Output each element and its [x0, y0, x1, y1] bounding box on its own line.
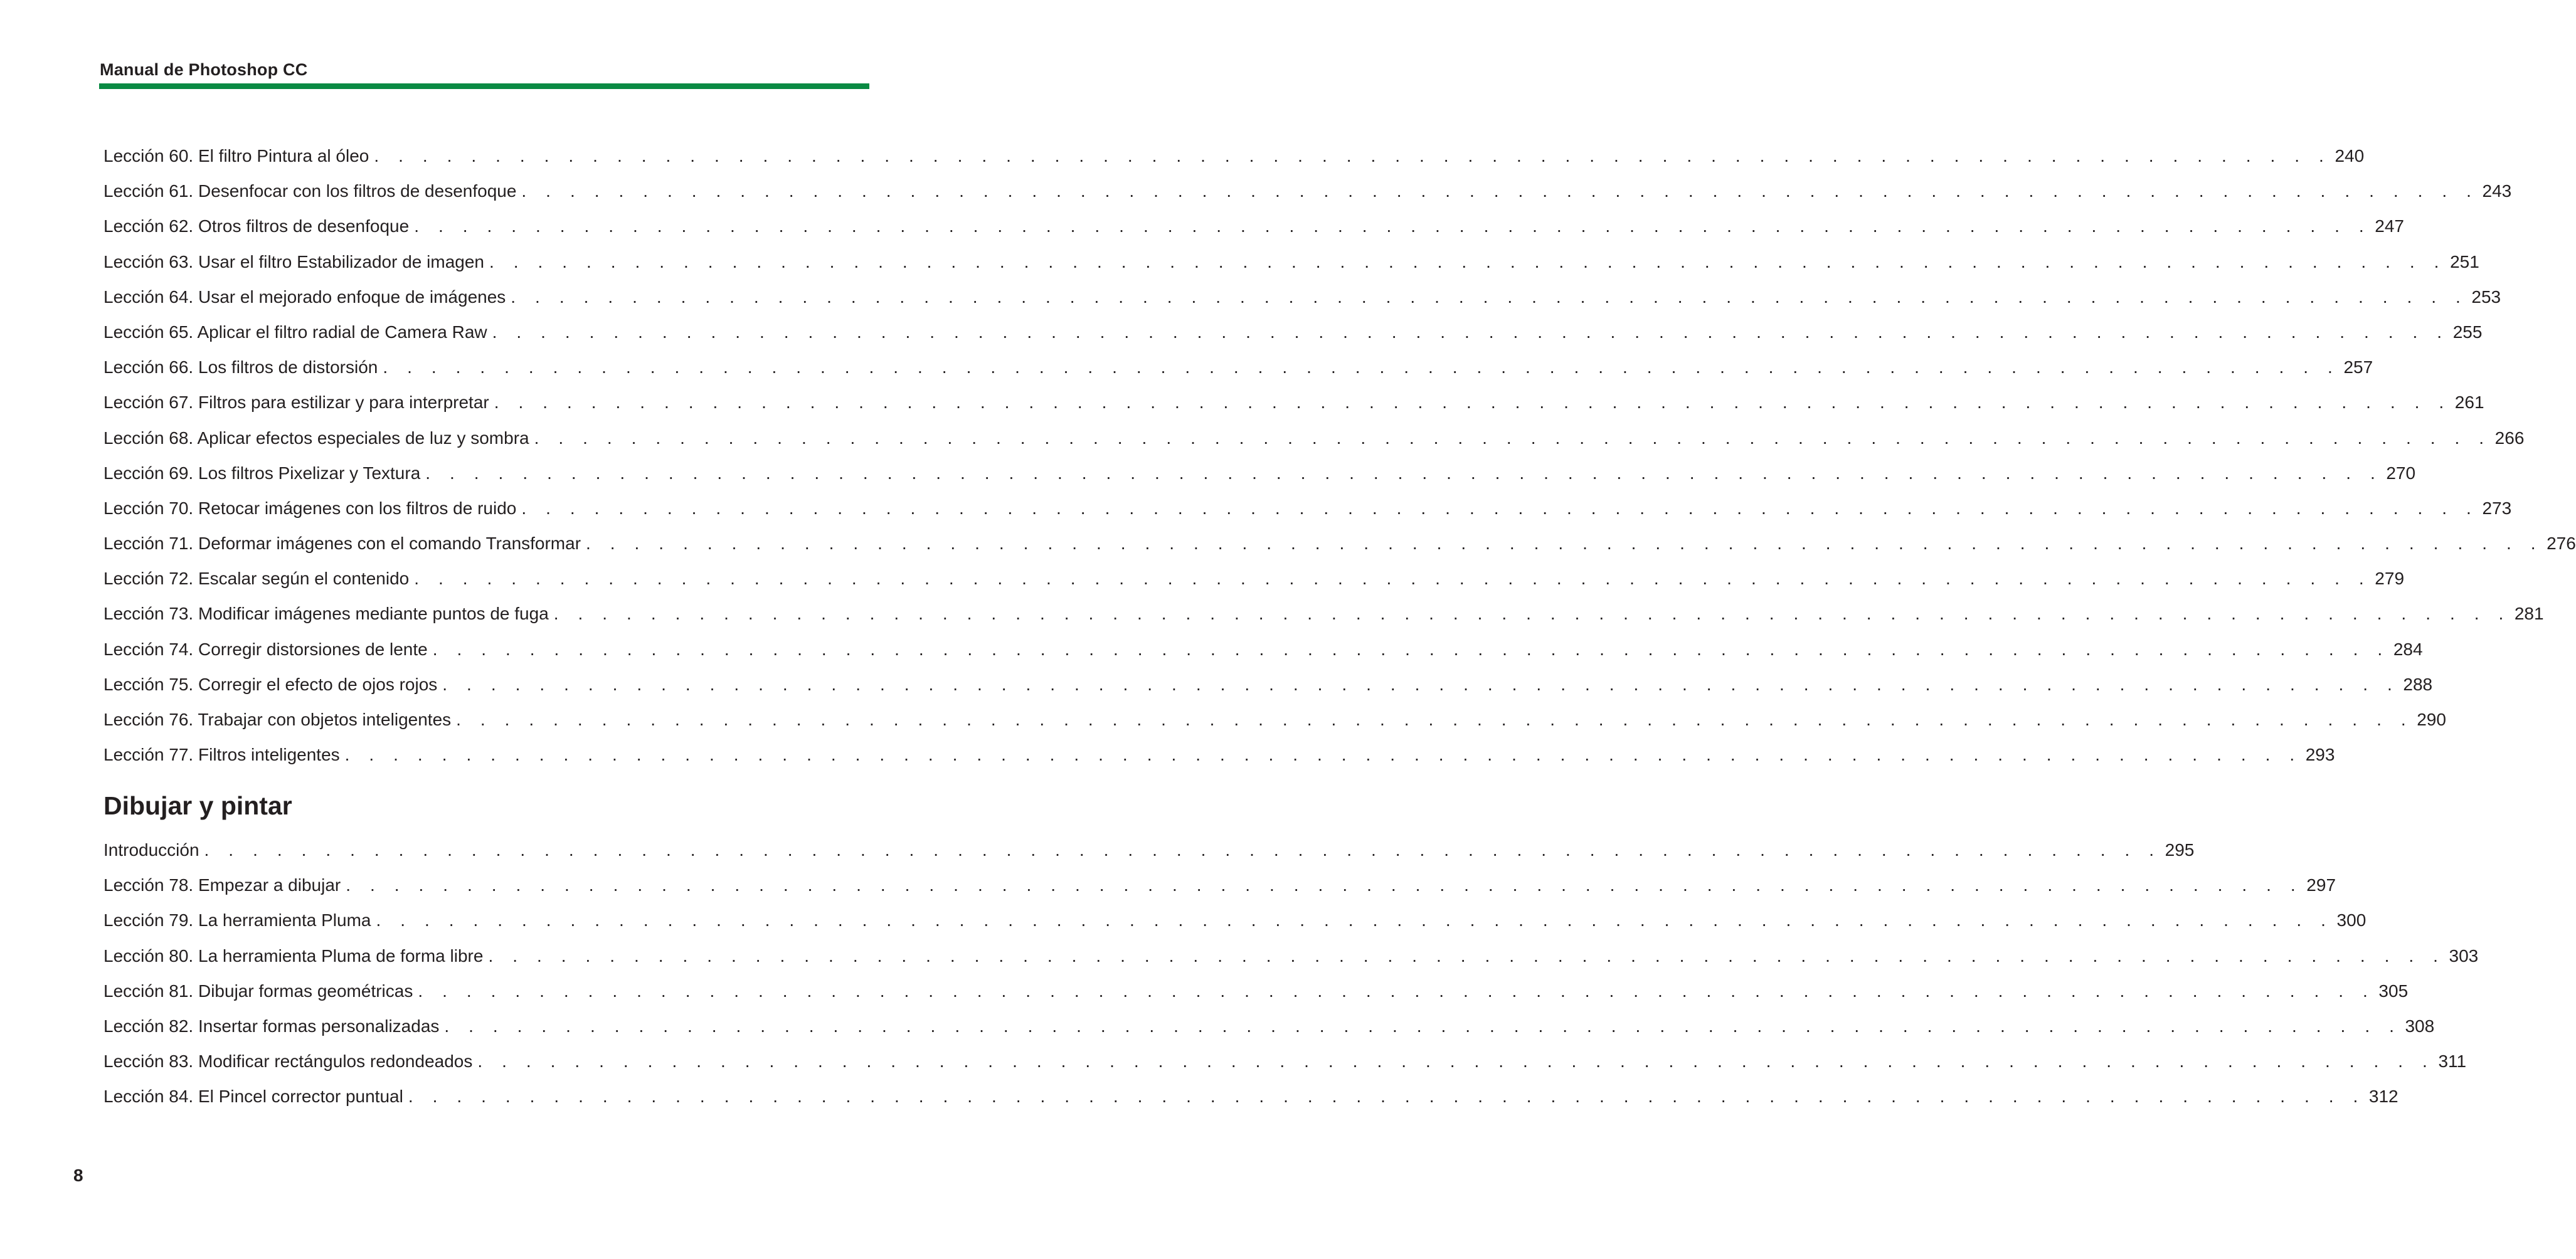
toc-entry-title: Lección 64. Usar el mejorado enfoque de imágenes	[103, 287, 506, 307]
toc-entry-page: 308	[2405, 1016, 2435, 1036]
toc-entry-page: 251	[2450, 251, 2479, 271]
toc-leader-dots: . . . . . . . . . . . . . . . . . . . . . . . . . . . . . . . . . . . . . . . . . . . . . . . . . . . . . . . . . . . . . . . . . . . . . . . . . . . . . . . . .	[414, 216, 2372, 236]
toc-leader-dots: . . . . . . . . . . . . . . . . . . . . . . . . . . . . . . . . . . . . . . . . . . . . . . . . . . . . . . . . . . . . . . . . . . . . . . . . . . . . . . . . .	[442, 674, 2400, 694]
toc-entry-title: Lección 72. Escalar según el contenido	[103, 569, 410, 589]
toc-leader-dots: . . . . . . . . . . . . . . . . . . . . . . . . . . . . . . . . . . . . . . . . . . . . . . . . . . . . . . . . . . . . . . . . . . . . . . . . . . . . . . . . .	[414, 569, 2372, 589]
toc-entry	[103, 1044, 2467, 1079]
toc-leader-dots: . . . . . . . . . . . . . . . . . . . . . . . . . . . . . . . . . . . . . . . . . . . . . . . . . . . . . . . . . . . . . . . . . . . . . . . . . . . . . . . . .	[374, 146, 2331, 166]
toc-leader-dots: . . . . . . . . . . . . . . . . . . . . . . . . . . . . . . . . . . . . . . . . . . . . . . . . . . . . . . . . . . . . . . . . . . . . . . . . . . . . . . . . .	[383, 357, 2340, 377]
toc-entry	[103, 174, 2512, 209]
toc-entry-title: Lección 62. Otros filtros de desenfoque	[103, 216, 410, 236]
toc-entry-page: 255	[2452, 322, 2483, 342]
toc-leader-dots: . . . . . . . . . . . . . . . . . . . . . . . . . . . . . . . . . . . . . . . . . . . . . . . . . . . . . . . . . . . . . . . . . . . . . . . . . . . . . . . . .	[432, 639, 2390, 659]
toc-leader-dots: . . . . . . . . . . . . . . . . . . . . . . . . . . . . . . . . . . . . . . . . . . . . . . . . . . . . . . . . . . . . . . . . . . . . . . . . . . . . . . . . .	[494, 392, 2451, 413]
toc-entry-page: 257	[2343, 357, 2373, 377]
toc-entry-page: 247	[2375, 216, 2404, 236]
toc-entry-page: 295	[2165, 840, 2195, 860]
toc-leader-dots: . . . . . . . . . . . . . . . . . . . . . . . . . . . . . . . . . . . . . . . . . . . . . . . . . . . . . . . . . . . . . . . . . . . . . . . . . . . . . . . . .	[344, 745, 2302, 765]
toc-entry-page: 273	[2482, 498, 2512, 518]
toc-leader-dots: . . . . . . . . . . . . . . . . . . . . . . . . . . . . . . . . . . . . . . . . . . . . . . . . . . . . . . . . . . . . . . . . . . . . . . . . . . . . . . . . .	[489, 251, 2447, 271]
toc-entry-page: 293	[2305, 745, 2335, 765]
toc-leader-dots: . . . . . . . . . . . . . . . . . . . . . . . . . . . . . . . . . . . . . . . . . . . . . . . . . . . . . . . . . . . . . . . . . . . . . . . . . . . . . . . . .	[511, 287, 2468, 307]
toc-entry-page: 253	[2471, 287, 2501, 307]
toc-entry	[103, 385, 2484, 420]
toc-leader-dots: . . . . . . . . . . . . . . . . . . . . . . . . . . . . . . . . . . . . . . . . . . . . . . . . . . . . . . . . . . . . . . . . . . . . . . . . . . . . . . . . .	[521, 498, 2479, 518]
toc-entry	[103, 737, 2335, 772]
toc-entry-title: Lección 77. Filtros inteligentes	[103, 745, 340, 765]
toc-leader-dots: . . . . . . . . . . . . . . . . . . . . . . . . . . . . . . . . . . . . . . . . . . . . . . . . . . . . . . . . . . . . . . . . . . . . . . . . . . . . . . . . .	[346, 875, 2303, 895]
toc-entry-title: Lección 67. Filtros para estilizar y para interpretar	[103, 392, 489, 413]
toc-entry-title: Lección 74. Corregir distorsiones de lente	[103, 639, 428, 659]
toc-leader-dots: . . . . . . . . . . . . . . . . . . . . . . . . . . . . . . . . . . . . . . . . . . . . . . . . . . . . . . . . . . . . . . . . . . . . . . . . . . . . . . . . .	[534, 428, 2491, 448]
toc-entry-title: Lección 69. Los filtros Pixelizar y Textura	[103, 463, 421, 483]
toc-entry-title: Lección 79. La herramienta Pluma	[103, 910, 371, 930]
header-rule	[99, 83, 869, 89]
toc-entry	[103, 667, 2433, 702]
toc-leader-dots: . . . . . . . . . . . . . . . . . . . . . . . . . . . . . . . . . . . . . . . . . . . . . . . . . . . . . . . . . . . . . . . . . . . . . . . . . . . . . . . . .	[492, 322, 2449, 342]
toc-entry	[103, 903, 2367, 938]
toc-entry	[103, 1009, 2435, 1044]
toc-entry-page: 243	[2482, 181, 2512, 201]
toc-entry-page: 284	[2393, 639, 2423, 659]
toc-entry-title: Lección 76. Trabajar con objetos inteligentes	[103, 710, 452, 729]
toc-entry	[103, 702, 2446, 737]
toc-entry	[103, 526, 2576, 561]
toc-entry-page: 270	[2386, 463, 2416, 483]
toc-entry-title: Lección 82. Insertar formas personalizadas	[103, 1016, 440, 1036]
toc-entry-title: Lección 73. Modificar imágenes mediante puntos de fuga	[103, 604, 549, 624]
toc-entry	[103, 632, 2423, 667]
toc-entry-title: Lección 66. Los filtros de distorsión	[103, 357, 378, 377]
toc-entry	[103, 1079, 2398, 1114]
toc-entry	[103, 939, 2479, 974]
toc-leader-dots: . . . . . . . . . . . . . . . . . . . . . . . . . . . . . . . . . . . . . . . . . . . . . . . . . . . . . . . . . . . . . . . . . . . . . . . . . . . . . . . . .	[553, 604, 2511, 624]
toc-entry-page: 297	[2306, 875, 2336, 895]
toc-list-filters	[103, 139, 2576, 772]
toc-entry-title: Lección 83. Modificar rectángulos redondeados	[103, 1051, 473, 1072]
toc-leader-dots: . . . . . . . . . . . . . . . . . . . . . . . . . . . . . . . . . . . . . . . . . . . . . . . . . . . . . . . . . . . . . . . . . . . . . . . . . . . . . . . . .	[586, 534, 2543, 554]
toc-entry-title: Lección 81. Dibujar formas geométricas	[103, 981, 413, 1001]
toc-entry	[103, 491, 2512, 526]
toc-entry-page: 279	[2375, 569, 2405, 589]
toc-entry-title: Lección 70. Retocar imágenes con los filtros de ruido	[103, 498, 517, 518]
toc-leader-dots: . . . . . . . . . . . . . . . . . . . . . . . . . . . . . . . . . . . . . . . . . . . . . . . . . . . . . . . . . . . . . . . . . . . . . . . . . . . . . . . . .	[204, 840, 2161, 860]
toc-entry-title: Lección 60. El filtro Pintura al óleo	[103, 146, 369, 166]
toc-entry-page: 312	[2368, 1087, 2398, 1107]
page-header-title: Manual de Photoshop CC	[100, 60, 308, 79]
toc-entry-page: 300	[2336, 910, 2367, 930]
toc-entry	[103, 245, 2479, 280]
toc-entry-title: Lección 75. Corregir el efecto de ojos rojos	[103, 674, 438, 694]
toc-entry	[103, 421, 2525, 456]
toc-leader-dots: . . . . . . . . . . . . . . . . . . . . . . . . . . . . . . . . . . . . . . . . . . . . . . . . . . . . . . . . . . . . . . . . . . . . . . . . . . . . . . . . .	[444, 1016, 2402, 1036]
toc-entry-page: 281	[2514, 604, 2544, 624]
toc-entry-page: 311	[2438, 1051, 2467, 1072]
toc-entry-title: Lección 78. Empezar a dibujar	[103, 875, 341, 895]
toc-entry-title: Lección 71. Deformar imágenes con el comando Transformar	[103, 534, 581, 554]
toc-leader-dots: . . . . . . . . . . . . . . . . . . . . . . . . . . . . . . . . . . . . . . . . . . . . . . . . . . . . . . . . . . . . . . . . . . . . . . . . . . . . . . . . .	[376, 910, 2333, 930]
toc-entry-page: 303	[2449, 946, 2479, 966]
toc-entry	[103, 456, 2416, 491]
toc-entry	[103, 833, 2195, 868]
toc-leader-dots: . . . . . . . . . . . . . . . . . . . . . . . . . . . . . . . . . . . . . . . . . . . . . . . . . . . . . . . . . . . . . . . . . . . . . . . . . . . . . . . . .	[418, 981, 2375, 1001]
toc-entry-title: Lección 68. Aplicar efectos especiales de luz y sombra	[103, 428, 529, 448]
toc-entry-page: 305	[2378, 981, 2409, 1001]
section-heading: Dibujar y pintar	[103, 791, 292, 820]
toc-leader-dots: . . . . . . . . . . . . . . . . . . . . . . . . . . . . . . . . . . . . . . . . . . . . . . . . . . . . . . . . . . . . . . . . . . . . . . . . . . . . . . . . .	[408, 1087, 2365, 1107]
toc-entry	[103, 209, 2404, 244]
toc-entry-title: Lección 61. Desenfocar con los filtros de desenfoque	[103, 181, 517, 201]
toc-entry	[103, 315, 2483, 350]
toc-list-drawing	[103, 833, 2479, 1115]
toc-entry	[103, 350, 2373, 385]
toc-entry-page: 261	[2454, 392, 2484, 413]
toc-leader-dots: . . . . . . . . . . . . . . . . . . . . . . . . . . . . . . . . . . . . . . . . . . . . . . . . . . . . . . . . . . . . . . . . . . . . . . . . . . . . . . . . .	[477, 1051, 2435, 1072]
toc-entry-title: Lección 80. La herramienta Pluma de forma libre	[103, 946, 484, 966]
toc-entry-title: Lección 65. Aplicar el filtro radial de Camera Raw	[103, 322, 487, 342]
toc-entry	[103, 868, 2336, 903]
toc-entry	[103, 280, 2501, 315]
toc-entry-page: 240	[2335, 146, 2365, 166]
toc-entry-page: 288	[2403, 674, 2433, 694]
toc-entry	[103, 596, 2544, 631]
toc-entry-page: 266	[2494, 428, 2525, 448]
toc-entry-page: 290	[2417, 710, 2446, 729]
toc-entry	[103, 139, 2365, 174]
toc-leader-dots: . . . . . . . . . . . . . . . . . . . . . . . . . . . . . . . . . . . . . . . . . . . . . . . . . . . . . . . . . . . . . . . . . . . . . . . . . . . . . . . . .	[521, 181, 2479, 201]
toc-entry-title: Lección 63. Usar el filtro Estabilizador de imagen	[103, 251, 484, 271]
toc-entry-title: Introducción	[103, 840, 199, 860]
toc-leader-dots: . . . . . . . . . . . . . . . . . . . . . . . . . . . . . . . . . . . . . . . . . . . . . . . . . . . . . . . . . . . . . . . . . . . . . . . . . . . . . . . . .	[488, 946, 2446, 966]
page-number: 8	[73, 1166, 83, 1185]
toc-entry-title: Lección 84. El Pincel corrector puntual	[103, 1087, 403, 1107]
toc-leader-dots: . . . . . . . . . . . . . . . . . . . . . . . . . . . . . . . . . . . . . . . . . . . . . . . . . . . . . . . . . . . . . . . . . . . . . . . . . . . . . . . . .	[425, 463, 2383, 483]
toc-entry	[103, 974, 2409, 1009]
toc-entry	[103, 561, 2405, 596]
toc-leader-dots: . . . . . . . . . . . . . . . . . . . . . . . . . . . . . . . . . . . . . . . . . . . . . . . . . . . . . . . . . . . . . . . . . . . . . . . . . . . . . . . . .	[456, 710, 2414, 729]
toc-entry-page: 276	[2547, 534, 2576, 554]
